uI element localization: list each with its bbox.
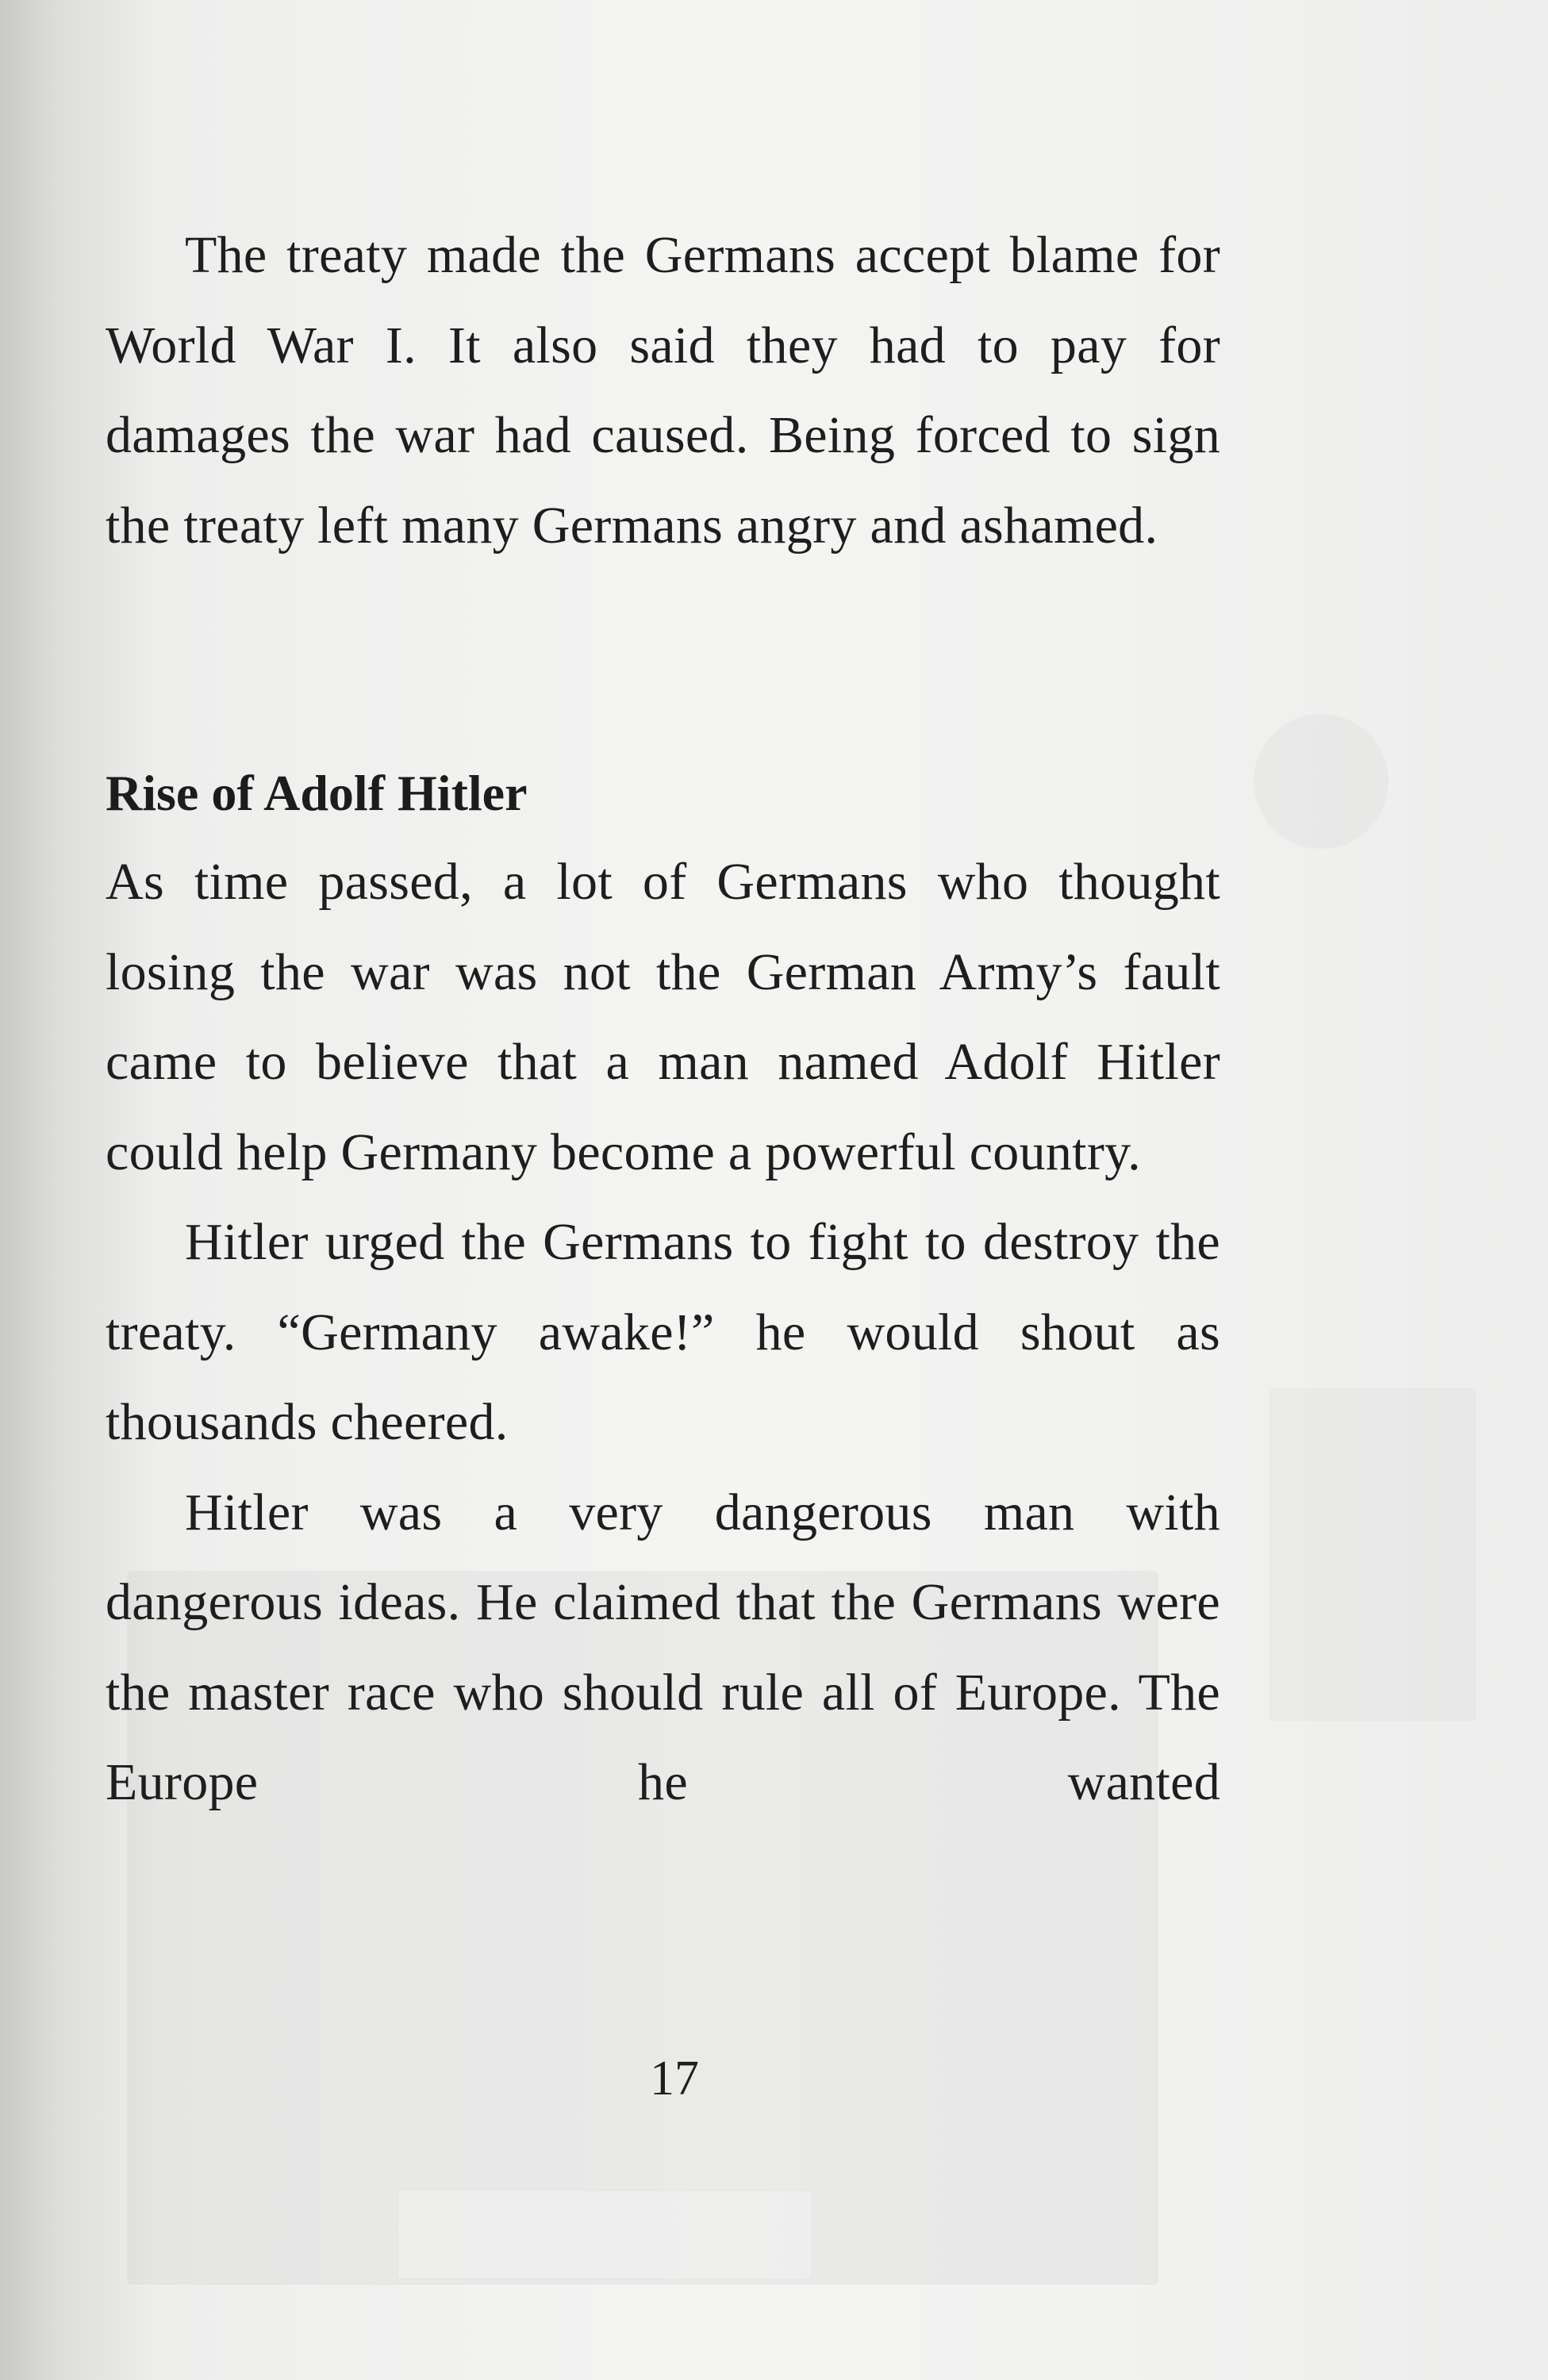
bleed-through-circle — [1254, 714, 1389, 849]
top-text-block — [106, 210, 1220, 570]
paragraph-dangerous-ideas: Hitler was a very dangerous man with dangerous ideas. He claimed that the Germans were the master race who should rule all of Europe. The Europe he wanted — [106, 1483, 1220, 1811]
bleed-through-caption-box — [397, 2190, 812, 2280]
body-text-block — [106, 837, 1220, 1828]
paragraph-germany-awake: Hitler urged the Germans to fight to destroy the treaty. “Germany awake!” he would shout as thousands cheered. — [106, 1213, 1220, 1451]
bleed-through-sidebar — [1270, 1388, 1476, 1722]
section-heading: Rise of Adolf Hitler — [106, 765, 528, 821]
paragraph-rise: As time passed, a lot of Germans who thought losing the war was not the German Army’s fault came to believe that a man named Adolf Hitler could help Germany become a powerful country. — [106, 853, 1220, 1181]
page-number: 17 — [650, 2052, 699, 2106]
paragraph-treaty: The treaty made the Germans accept blame for World War I. It also said they had to pay for damages the war had caused. Being forced to sign the treaty left many Germans angry and ashamed. — [106, 226, 1220, 555]
